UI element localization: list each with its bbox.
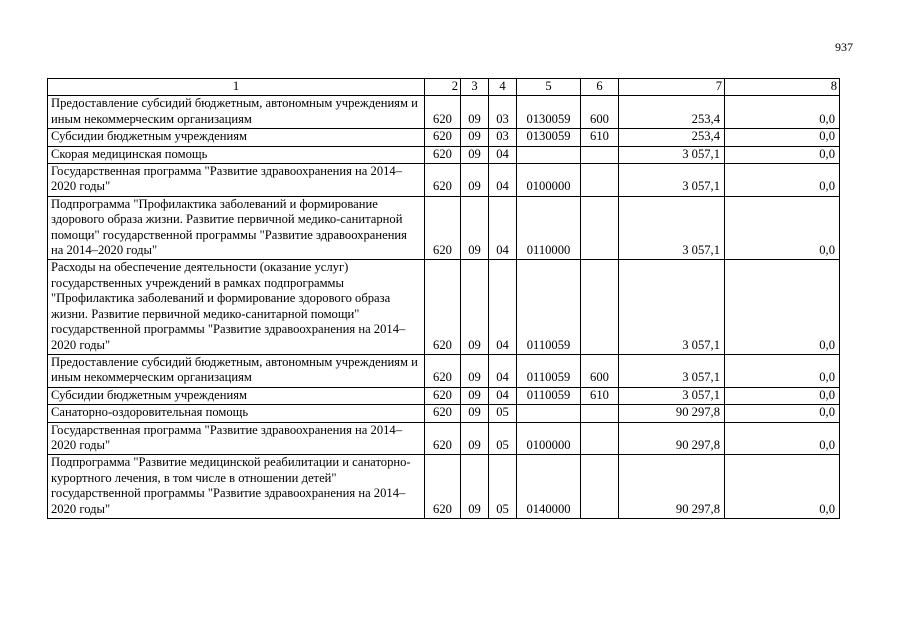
section-code: 09 (461, 422, 489, 455)
table-row (48, 129, 840, 146)
target-article-code: 0100000 (517, 422, 581, 455)
table-row (48, 164, 840, 197)
target-article-code (517, 146, 581, 163)
budget-table (47, 78, 840, 519)
column-header: 7 (619, 79, 725, 96)
amount-value: 253,4 (619, 96, 725, 129)
table-row (48, 455, 840, 519)
row-name: Предоставление субсидий бюджетным, автономным учреждениям и иным некоммерческим организациям (48, 354, 425, 387)
second-amount-value: 0,0 (725, 196, 840, 260)
row-name: Расходы на обеспечение деятельности (оказание услуг) государственных учреждений в рамках подпрограммы "Профилактика заболеваний и формирование здорового образа жизни. Развитие первичной медико-санитарной помощи" государственной программы "Развитие здравоохранения на 2014–2020 годы" (48, 260, 425, 354)
row-name: Субсидии бюджетным учреждениям (48, 129, 425, 146)
target-article-code: 0110059 (517, 354, 581, 387)
second-amount-value: 0,0 (725, 455, 840, 519)
subsection-code: 04 (489, 196, 517, 260)
subsection-code: 04 (489, 387, 517, 404)
expense-type-code (581, 455, 619, 519)
second-amount-value: 0,0 (725, 164, 840, 197)
column-header: 8 (725, 79, 840, 96)
second-amount-value: 0,0 (725, 96, 840, 129)
section-code: 09 (461, 260, 489, 354)
subsection-code: 05 (489, 422, 517, 455)
amount-value: 253,4 (619, 129, 725, 146)
amount-value: 90 297,8 (619, 422, 725, 455)
column-header: 1 (48, 79, 425, 96)
ministry-code: 620 (425, 354, 461, 387)
ministry-code: 620 (425, 164, 461, 197)
column-header: 5 (517, 79, 581, 96)
subsection-code: 03 (489, 96, 517, 129)
subsection-code: 04 (489, 260, 517, 354)
table-row (48, 354, 840, 387)
section-code: 09 (461, 164, 489, 197)
second-amount-value: 0,0 (725, 129, 840, 146)
target-article-code: 0130059 (517, 96, 581, 129)
column-header: 3 (461, 79, 489, 96)
ministry-code: 620 (425, 387, 461, 404)
target-article-code: 0130059 (517, 129, 581, 146)
amount-value: 3 057,1 (619, 387, 725, 404)
subsection-code: 04 (489, 164, 517, 197)
expense-type-code (581, 164, 619, 197)
subsection-code: 05 (489, 455, 517, 519)
table-row (48, 196, 840, 260)
section-code: 09 (461, 129, 489, 146)
row-name: Подпрограмма "Профилактика заболеваний и формирование здорового образа жизни. Развитие первичной медико-санитарной помощи" государственной программы "Развитие здравоохранения на 2014–2020 годы" (48, 196, 425, 260)
amount-value: 90 297,8 (619, 405, 725, 422)
target-article-code: 0110059 (517, 387, 581, 404)
ministry-code: 620 (425, 455, 461, 519)
ministry-code: 620 (425, 405, 461, 422)
expense-type-code: 600 (581, 354, 619, 387)
column-header: 6 (581, 79, 619, 96)
ministry-code: 620 (425, 422, 461, 455)
expense-type-code (581, 422, 619, 455)
expense-type-code (581, 146, 619, 163)
row-name: Предоставление субсидий бюджетным, автономным учреждениям и иным некоммерческим организациям (48, 96, 425, 129)
row-name: Государственная программа "Развитие здравоохранения на 2014–2020 годы" (48, 422, 425, 455)
expense-type-code: 610 (581, 387, 619, 404)
ministry-code: 620 (425, 129, 461, 146)
amount-value: 3 057,1 (619, 260, 725, 354)
amount-value: 90 297,8 (619, 455, 725, 519)
expense-type-code: 610 (581, 129, 619, 146)
second-amount-value: 0,0 (725, 422, 840, 455)
ministry-code: 620 (425, 146, 461, 163)
target-article-code: 0110059 (517, 260, 581, 354)
table-header-row (48, 79, 840, 96)
expense-type-code: 600 (581, 96, 619, 129)
table-row (48, 422, 840, 455)
target-article-code: 0110000 (517, 196, 581, 260)
table-row (48, 260, 840, 354)
row-name: Субсидии бюджетным учреждениям (48, 387, 425, 404)
row-name: Государственная программа "Развитие здравоохранения на 2014–2020 годы" (48, 164, 425, 197)
target-article-code: 0140000 (517, 455, 581, 519)
page-number: 937 (835, 40, 853, 54)
amount-value: 3 057,1 (619, 146, 725, 163)
second-amount-value: 0,0 (725, 354, 840, 387)
expense-type-code (581, 196, 619, 260)
amount-value: 3 057,1 (619, 196, 725, 260)
ministry-code: 620 (425, 96, 461, 129)
column-header: 4 (489, 79, 517, 96)
table-row (48, 387, 840, 404)
subsection-code: 04 (489, 146, 517, 163)
second-amount-value: 0,0 (725, 146, 840, 163)
second-amount-value: 0,0 (725, 405, 840, 422)
row-name: Подпрограмма "Развитие медицинской реабилитации и санаторно-курортного лечения, в том числе в отношении детей" государственной программы "Развитие здравоохранения на 2014–2020 годы" (48, 455, 425, 519)
amount-value: 3 057,1 (619, 164, 725, 197)
subsection-code: 05 (489, 405, 517, 422)
column-header: 2 (425, 79, 461, 96)
ministry-code: 620 (425, 260, 461, 354)
second-amount-value: 0,0 (725, 260, 840, 354)
section-code: 09 (461, 146, 489, 163)
section-code: 09 (461, 96, 489, 129)
section-code: 09 (461, 405, 489, 422)
row-name: Санаторно-оздоровительная помощь (48, 405, 425, 422)
section-code: 09 (461, 354, 489, 387)
section-code: 09 (461, 196, 489, 260)
section-code: 09 (461, 387, 489, 404)
subsection-code: 04 (489, 354, 517, 387)
table-row (48, 96, 840, 129)
expense-type-code (581, 260, 619, 354)
ministry-code: 620 (425, 196, 461, 260)
table-row (48, 146, 840, 163)
target-article-code (517, 405, 581, 422)
row-name: Скорая медицинская помощь (48, 146, 425, 163)
second-amount-value: 0,0 (725, 387, 840, 404)
table-row (48, 405, 840, 422)
target-article-code: 0100000 (517, 164, 581, 197)
expense-type-code (581, 405, 619, 422)
section-code: 09 (461, 455, 489, 519)
amount-value: 3 057,1 (619, 354, 725, 387)
subsection-code: 03 (489, 129, 517, 146)
